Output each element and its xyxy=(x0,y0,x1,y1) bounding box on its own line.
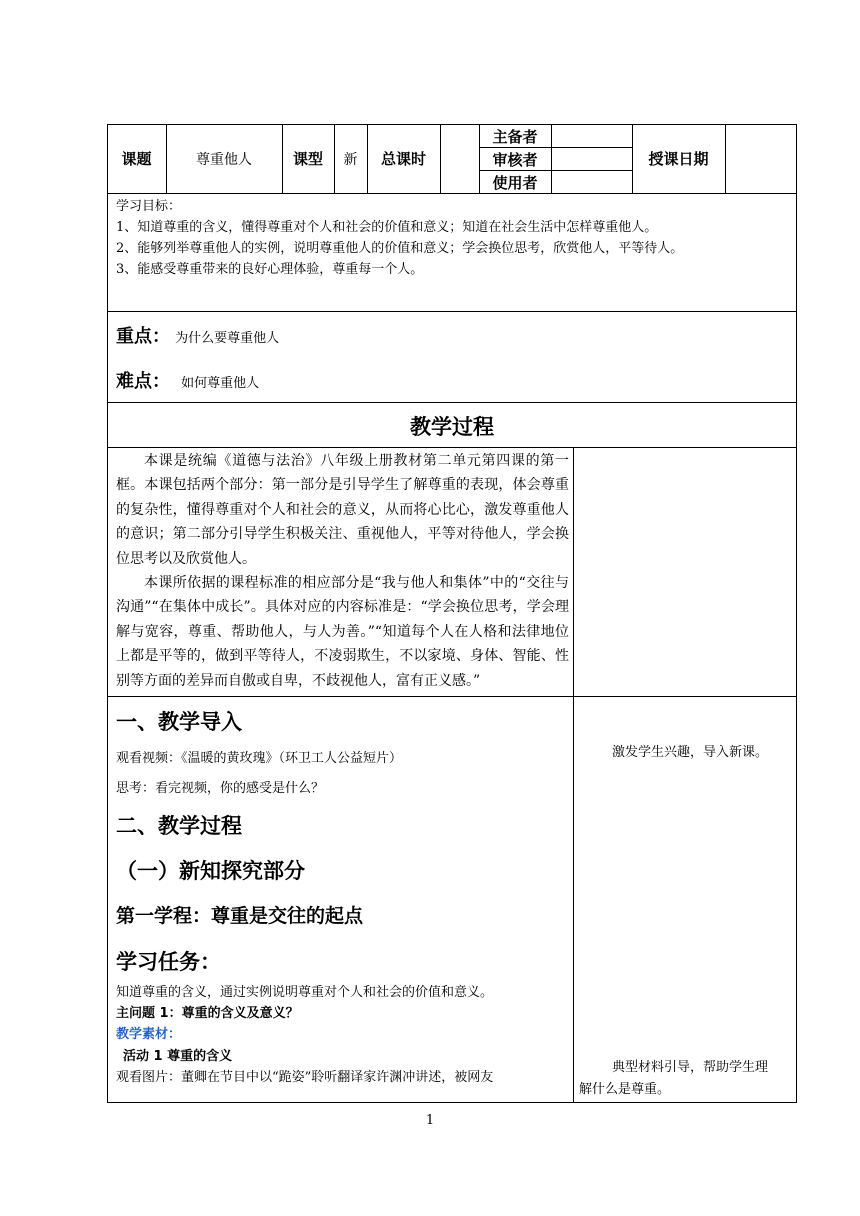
difficulty-point xyxy=(116,367,259,393)
process-title: 教学过程 xyxy=(410,415,494,439)
topic-value: 尊重他人 xyxy=(196,152,252,168)
col-divider xyxy=(551,124,552,193)
topic-label: 课题 xyxy=(121,150,152,168)
key-point-label: 重点： xyxy=(116,326,170,347)
subsection-title: （一）新知探究部分 xyxy=(116,859,305,883)
keypoints-row-divider xyxy=(107,402,797,403)
difficulty-value: 如何尊重他人 xyxy=(181,376,260,391)
preparer-label: 主备者 xyxy=(492,128,538,146)
objective-item: 2、能够列举尊重他人的实例，说明尊重他人的价值和意义；学会换位思考，欣赏他人，平等待人。 xyxy=(116,241,684,256)
section-intro-title: 一、教学导入 xyxy=(116,710,242,734)
task-title: 学习任务： xyxy=(116,950,221,974)
objectives xyxy=(116,196,796,280)
total-hours-label: 总课时 xyxy=(380,150,426,168)
objectives-row-divider xyxy=(107,311,797,312)
difficulty-label: 难点： xyxy=(116,371,170,392)
col-divider xyxy=(725,124,726,193)
think-line: 思考：看完视频，你的感受是什么？ xyxy=(116,781,325,796)
notes-column-divider xyxy=(573,447,574,1103)
key-point-value: 为什么要尊重他人 xyxy=(175,331,280,346)
note-material-line2: 解什么是尊重。 xyxy=(579,1082,671,1097)
objective-item: 1、知道尊重的含义，懂得尊重对个人和社会的价值和意义；知道在社会生活中怎样尊重他人。 xyxy=(116,220,658,235)
reviewer-label: 审核者 xyxy=(492,151,538,169)
user-label: 使用者 xyxy=(492,174,538,192)
header-row-divider xyxy=(107,193,797,194)
task-text: 知道尊重的含义，通过实例说明尊重对个人和社会的价值和意义。 xyxy=(116,985,494,1000)
note-interest: 激发学生兴趣，导入新课。 xyxy=(612,745,769,760)
material-label: 教学素材： xyxy=(116,1027,182,1042)
objectives-title: 学习目标： xyxy=(116,199,182,214)
note-material-line1: 典型材料引导，帮助学生理 xyxy=(612,1060,769,1075)
intro-row-divider xyxy=(107,696,797,697)
intro-paragraph: 本课是统编《道德与法治》八年级上册教材第二单元第四课的第一框。本课包括两个部分：第一部分是引导学生了解尊重的表现，体会尊重的复杂性，懂得尊重对个人和社会的意义，从而将心比心，激发尊重他人的意识；第二部分引导学生积极关注、重视他人，平等对待他人，学会换位思考以及欣赏他人。 xyxy=(116,453,569,567)
intro-text xyxy=(116,449,569,693)
sub-row-divider xyxy=(479,147,632,148)
objective-item: 3、能感受尊重带来的良好心理体验，尊重每一个人。 xyxy=(116,262,424,277)
video-line: 观看视频：《温暖的黄玫瑰》（环卫工人公益短片） xyxy=(116,751,403,766)
col-divider xyxy=(440,124,441,193)
picture-line: 观看图片：董卿在节目中以“跪姿”聆听翻译家许渊冲讲述，被网友 xyxy=(116,1070,494,1085)
main-question: 主问题 1：尊重的含义及意义？ xyxy=(116,1006,299,1021)
activity-title: 活动 1 尊重的含义 xyxy=(123,1049,233,1064)
type-label: 课型 xyxy=(292,150,323,168)
process-title-divider xyxy=(107,447,797,448)
key-point xyxy=(116,322,279,348)
section-process-title: 二、教学过程 xyxy=(116,814,242,838)
page-number: 1 xyxy=(425,1113,435,1128)
class-date-label: 授课日期 xyxy=(648,150,709,168)
intro-paragraph: 本课所依据的课程标准的相应部分是“我与他人和集体”中的“交往与沟通”“在集体中成长”。具体对应的内容标准是：“学会换位思考，学会理解与宽容，尊重、帮助他人，与人为善。”“知道每个人在人格和法律地位上都是平等的，做到平等待人，不凌弱欺生，不以家境、身体、智能、性别等方面的差异而自傲或自卑，不歧视他人，富有正义感。” xyxy=(116,575,569,689)
type-value: 新 xyxy=(343,152,358,168)
stage-title: 第一学程：尊重是交往的起点 xyxy=(116,905,364,927)
sub-row-divider xyxy=(479,170,632,171)
